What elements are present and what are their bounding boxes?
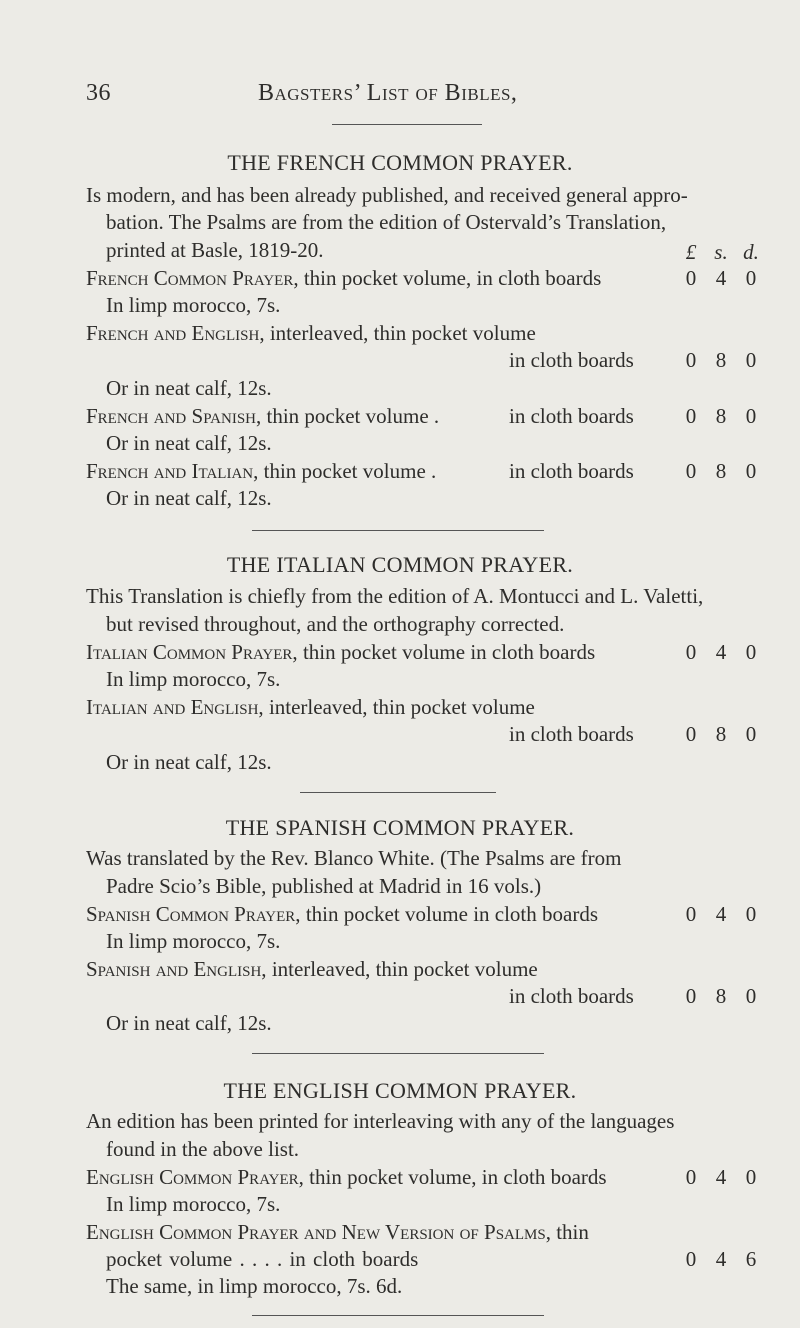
alternative-binding: Or in neat calf, 12s. — [106, 376, 272, 400]
list-item — [86, 1219, 589, 1245]
intro-line: printed at Basle, 1819-20. — [106, 238, 324, 262]
price — [676, 901, 766, 927]
section-divider — [252, 530, 544, 531]
intro-line: Is modern, and has been already published, and received general appro- — [86, 183, 688, 207]
price-pence: 0 — [745, 984, 757, 1008]
entry-binding: in cloth boards — [509, 459, 634, 483]
list-item — [86, 1164, 607, 1190]
pence-symbol: d. — [743, 240, 759, 264]
price — [676, 347, 766, 373]
entry-title: French Common Prayer, — [86, 266, 304, 290]
entry-description: thin pocket volume . — [263, 459, 437, 483]
price-shillings: 8 — [715, 722, 727, 746]
price-pounds: 0 — [685, 404, 697, 428]
running-title: Bagsters’ List of Bibles, — [258, 80, 518, 106]
price — [676, 403, 766, 429]
entry-binding: in cloth boards — [509, 722, 634, 746]
section-divider — [300, 792, 496, 793]
price-pounds: 0 — [685, 902, 697, 926]
list-item — [86, 320, 536, 346]
alternative-binding: Or in neat calf, 12s. — [106, 1011, 272, 1035]
entry-description: thin — [556, 1220, 589, 1244]
alternative-binding: Or in neat calf, 12s. — [106, 431, 272, 455]
price-pounds: 0 — [685, 984, 697, 1008]
alternative-binding: In limp morocco, 7s. — [106, 929, 281, 953]
price — [676, 265, 766, 291]
price-pence: 0 — [745, 459, 757, 483]
section-divider — [252, 1315, 544, 1316]
list-item — [86, 458, 436, 484]
intro-line: Was translated by the Rev. Blanco White. (The Psalms are from — [86, 846, 622, 870]
intro-line: This Translation is chiefly from the edition of A. Montucci and L. Valetti, — [86, 584, 704, 608]
alternative-binding: The same, in limp morocco, 7s. 6d. — [106, 1274, 403, 1298]
intro-line: bation. The Psalms are from the edition of Ostervald’s Translation, — [106, 210, 667, 234]
section-heading-italian: THE ITALIAN COMMON PRAYER. — [226, 552, 574, 577]
list-item — [86, 403, 439, 429]
price-pence: 6 — [745, 1247, 757, 1271]
entry-binding: in cloth boards — [509, 348, 634, 372]
alternative-binding: In limp morocco, 7s. — [106, 1192, 281, 1216]
entry-description: thin pocket volume . — [266, 404, 440, 428]
list-item — [86, 639, 595, 665]
price-shillings: 8 — [715, 459, 727, 483]
price — [676, 721, 766, 747]
list-item — [86, 901, 598, 927]
price-shillings: 4 — [715, 1165, 727, 1189]
price-pounds: 0 — [685, 722, 697, 746]
intro-line: Padre Scio’s Bible, published at Madrid in 16 vols.) — [106, 874, 542, 898]
header-rule — [332, 124, 482, 125]
intro-line: An edition has been printed for interleaving with any of the languages — [86, 1109, 675, 1133]
entry-description: thin pocket volume, in cloth boards — [309, 1165, 607, 1189]
entry-title: French and English, — [86, 321, 270, 345]
price-pence: 0 — [745, 722, 757, 746]
price-pence: 0 — [745, 266, 757, 290]
price-pounds: 0 — [685, 266, 697, 290]
intro-line: but revised throughout, and the orthography corrected. — [106, 612, 565, 636]
intro-line: found in the above list. — [106, 1137, 300, 1161]
alternative-binding: Or in neat calf, 12s. — [106, 486, 272, 510]
entry-title: Spanish Common Prayer, — [86, 902, 306, 926]
entry-description: interleaved, thin pocket volume — [271, 957, 538, 981]
price-pounds: 0 — [685, 1165, 697, 1189]
section-heading-english: THE ENGLISH COMMON PRAYER. — [223, 1078, 577, 1103]
alternative-binding: Or in neat calf, 12s. — [106, 750, 272, 774]
price-shillings: 8 — [715, 348, 727, 372]
running-head — [86, 80, 760, 114]
entry-continuation: pocket volume . . . . in cloth boards — [106, 1247, 419, 1271]
price — [676, 1164, 766, 1190]
price-pounds: 0 — [685, 348, 697, 372]
entry-description: interleaved, thin pocket volume — [269, 321, 536, 345]
price-shillings: 4 — [715, 266, 727, 290]
entry-title: Italian Common Prayer, — [86, 640, 303, 664]
price-pence: 0 — [745, 1165, 757, 1189]
entry-description: thin pocket volume, in cloth boards — [303, 266, 602, 290]
price-pounds: 0 — [685, 640, 697, 664]
price-pounds: 0 — [685, 459, 697, 483]
entry-title: English Common Prayer, — [86, 1165, 310, 1189]
alternative-binding: In limp morocco, 7s. — [106, 293, 281, 317]
entry-description: interleaved, thin pocket volume — [268, 695, 535, 719]
entry-title: Italian and English, — [86, 695, 269, 719]
section-heading-spanish: THE SPANISH COMMON PRAYER. — [225, 815, 575, 840]
section-heading-french: THE FRENCH COMMON PRAYER. — [227, 150, 573, 175]
price-shillings: 8 — [715, 984, 727, 1008]
entry-title: Spanish and English, — [86, 957, 272, 981]
price — [676, 1246, 766, 1272]
entry-title: French and Italian, — [86, 459, 264, 483]
entry-description: thin pocket volume in cloth boards — [302, 640, 596, 664]
entry-binding: in cloth boards — [509, 404, 634, 428]
price-shillings: 4 — [715, 902, 727, 926]
list-item — [86, 265, 601, 291]
price-pence: 0 — [745, 404, 757, 428]
currency-header — [676, 239, 766, 265]
shillings-symbol: s. — [714, 240, 728, 264]
page-number: 36 — [86, 80, 111, 106]
price-pence: 0 — [745, 640, 757, 664]
list-item — [86, 694, 535, 720]
entry-title: French and Spanish, — [86, 404, 267, 428]
list-item — [86, 956, 538, 982]
entry-title: English Common Prayer and New Version of Psalms, — [86, 1220, 557, 1244]
price-shillings: 4 — [715, 640, 727, 664]
price-shillings: 4 — [715, 1247, 727, 1271]
price-shillings: 8 — [715, 404, 727, 428]
price — [676, 639, 766, 665]
entry-binding: in cloth boards — [509, 984, 634, 1008]
alternative-binding: In limp morocco, 7s. — [106, 667, 281, 691]
price-pence: 0 — [745, 348, 757, 372]
section-divider — [252, 1053, 544, 1054]
entry-description: thin pocket volume in cloth boards — [305, 902, 599, 926]
pounds-symbol: £ — [685, 240, 697, 264]
price-pounds: 0 — [685, 1247, 697, 1271]
price-pence: 0 — [745, 902, 757, 926]
price — [676, 983, 766, 1009]
price — [676, 458, 766, 484]
